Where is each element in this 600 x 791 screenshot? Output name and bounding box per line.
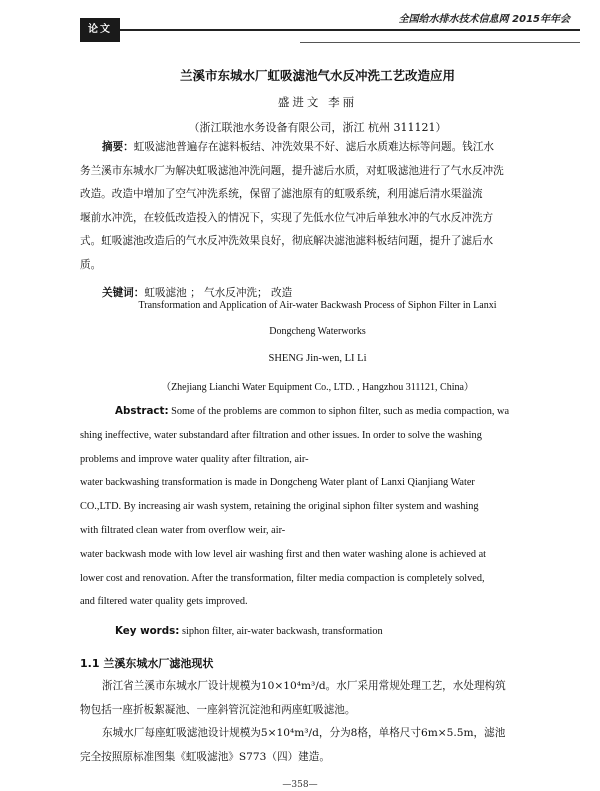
english-abstract-line: problems and improve water quality after filtration, air- [80, 453, 309, 465]
abstract-line: 虹吸滤池普遍存在滤料板结、冲洗效果不好、滤后水质难达标等问题。钱江水 [133, 141, 494, 153]
body-line: 浙江省兰溪市东城水厂设计规模为10×10⁴m³/d。水厂采用常规处理工艺，水处理构筑 [102, 680, 506, 692]
section-tag: 论文 [80, 18, 120, 42]
keywords-text: 虹吸滤池 ； 气水反冲洗； 改造 [144, 287, 293, 299]
english-abstract-line: and filtered water quality gets improved. [80, 596, 248, 608]
chinese-authors: 盛进文 李丽 [277, 95, 358, 109]
keywords-label: 关键词： [102, 287, 145, 299]
abstract-line: 务兰溪市东城水厂为解决虹吸滤池冲洗问题，提升滤后水质，对虹吸滤池进行了气水反冲洗 [80, 164, 504, 177]
english-keywords-label: Key words: [115, 625, 180, 637]
english-abstract-line: Some of the problems are common to siphon filter, such as media compaction, wa [168, 406, 510, 417]
header-subrule [300, 42, 580, 43]
english-abstract [80, 400, 560, 614]
abstract-line: 质。 [80, 258, 102, 271]
english-abstract-line: shing ineffective, water substandard after filtration and other issues. In order to solve the washing [80, 429, 482, 441]
english-abstract-line: water backwashing transformation is made in Dongcheng Water plant of Lanxi Qianjiang Water [80, 477, 475, 489]
section-body [80, 675, 560, 769]
page-number: —358— [282, 780, 318, 790]
journal-header: 全国给水排水技术信息网 2015年年会 [398, 14, 570, 25]
chinese-affiliation: （浙江联池水务设备有限公司，浙江 杭州 311121） [188, 121, 447, 134]
abstract-line: 堰前水冲洗，在较低改造投入的情况下，实现了先低水位气冲后单独水冲的气水反冲洗方 [80, 211, 494, 224]
english-title-line-1: Transformation and Application of Air-water Backwash Process of Siphon Filter in Lanxi [138, 300, 497, 311]
body-line: 东城水厂每座虹吸滤池设计规模为5×10⁴m³/d，分为8格，单格尺寸6m×5.5m，滤池 [102, 727, 506, 739]
abstract-line: 改造。改造中增加了空气冲洗系统，保留了滤池原有的虹吸系统，利用滤后清水渠溢流 [80, 188, 483, 200]
english-keywords [80, 620, 560, 644]
chinese-title: 兰溪市东城水厂虹吸滤池气水反冲洗工艺改造应用 [179, 68, 455, 83]
english-affiliation: （Zhejiang Lianchi Water Equipment Co., LTD. , Hangzhou 311121, China） [161, 382, 474, 393]
english-title-line-2: Dongcheng Waterworks [269, 326, 366, 337]
english-abstract-line: CO.,LTD. By increasing air wash system, retaining the original siphon filter system and washing [80, 501, 479, 513]
english-abstract-line: with filtrated clean water from overflow weir, air- [80, 524, 286, 536]
body-line: 物包括一座折板絮凝池、一座斜管沉淀池和两座虹吸滤池。 [80, 703, 356, 716]
chinese-abstract [80, 136, 555, 277]
abstract-line: 式。虹吸滤池改造后的气水反冲洗效果良好，彻底解决滤池滤料板结问题，提升了滤后水 [80, 235, 494, 247]
english-keywords-text: siphon filter, air-water backwash, transformation [179, 626, 383, 637]
body-line: 完全按照原标准图集《虹吸滤池》S773（四）建造。 [80, 750, 330, 763]
header-rule [80, 29, 580, 31]
english-abstract-line: water backwash mode with low level air washing first and then water washing alone is achieved at [80, 548, 487, 560]
abstract-label: 摘要： [102, 141, 134, 153]
english-abstract-line: lower cost and renovation. After the transformation, filter media compaction is completely solved, [80, 572, 485, 584]
english-authors: SHENG Jin-wen, LI Li [268, 353, 367, 364]
section-heading: 1.1 兰溪东城水厂滤池现状 [80, 657, 214, 670]
english-abstract-label: Abstract: [115, 405, 169, 417]
